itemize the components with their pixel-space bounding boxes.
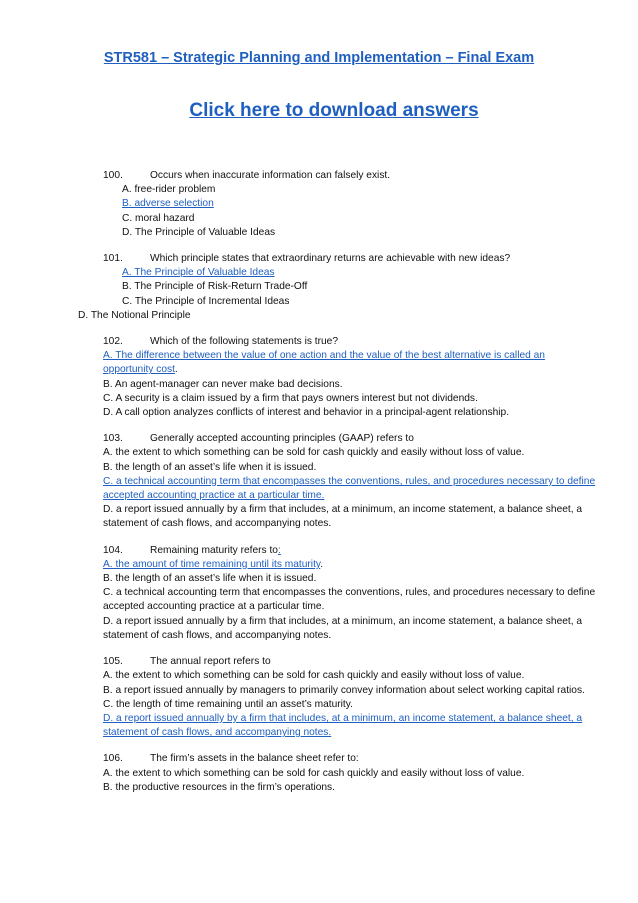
question-101 xyxy=(0,252,638,323)
question-105 xyxy=(0,655,638,740)
option-a: A. the extent to which something can be sold for cash quickly and easily without loss of value. xyxy=(103,447,525,459)
correct-answer-link[interactable]: D. a report issued annually by a firm that includes, at a minimum, an income statement, a balance sheet, a statement of cash flows, and accompanying notes. xyxy=(103,712,583,739)
option-d: D. The Principle of Valuable Ideas xyxy=(122,226,276,238)
option-b: B. a report issued annually by managers to primarily convey information about select working capital ratios. xyxy=(103,684,585,696)
option-c: C. The Principle of Incremental Ideas xyxy=(122,295,290,307)
option-a: A. free-rider problem xyxy=(122,184,216,196)
option-c: C. moral hazard xyxy=(122,212,195,224)
download-heading xyxy=(0,100,638,122)
question-102 xyxy=(0,335,638,420)
question-number: 106. xyxy=(103,753,123,765)
option-d: D. a report issued annually by a firm that includes, at a minimum, an income statement, a balance sheet, a statement of cash flows, and accompanying notes. xyxy=(103,504,583,530)
title-link[interactable]: STR581 – Strategic Planning and Implementation – Final Exam xyxy=(103,50,535,66)
question-104 xyxy=(0,544,638,643)
question-text: The annual report refers to xyxy=(150,656,271,668)
option-b: B. the productive resources in the firm’s operations. xyxy=(103,781,335,793)
question-103 xyxy=(0,432,638,531)
document-title xyxy=(0,50,638,66)
option-b: B. The Principle of Risk-Return Trade-Off xyxy=(122,281,308,293)
option-a xyxy=(122,266,638,280)
option-c xyxy=(103,475,598,503)
option-b xyxy=(122,197,638,211)
correct-answer-link[interactable]: B. adverse selection xyxy=(122,198,214,210)
question-header xyxy=(103,655,638,669)
correct-answer-link[interactable]: A. The Principle of Valuable Ideas xyxy=(122,267,275,279)
option-b: B. the length of an asset’s life when it is issued. xyxy=(103,573,317,585)
question-text: Generally accepted accounting principles (GAAP) refers to xyxy=(150,433,414,445)
question-number: 103. xyxy=(103,433,123,445)
question-text: Occurs when inaccurate information can falsely exist. xyxy=(150,170,391,181)
question-100 xyxy=(0,169,638,240)
question-number: 100. xyxy=(103,170,123,181)
option-c: C. the length of time remaining until an asset’s maturity. xyxy=(103,698,353,710)
question-number: 105. xyxy=(103,656,123,668)
question-text: The firm’s assets in the balance sheet refer to: xyxy=(150,753,359,765)
question-number: 101. xyxy=(103,253,123,265)
question-header xyxy=(103,335,638,349)
option-b: B. the length of an asset’s life when it is issued. xyxy=(103,461,317,473)
question-text: Which of the following statements is true? xyxy=(150,336,338,348)
option-d: D. The Notional Principle xyxy=(78,309,191,321)
question-106 xyxy=(0,752,638,795)
question-text: Remaining maturity refers to xyxy=(150,544,278,556)
option-a: A. The difference between the value of one action and the value of the best alternative is called an opportunity cost. xyxy=(103,350,545,376)
question-header: 104. Remaining maturity refers to: xyxy=(103,544,638,558)
option-c: C. A security is a claim issued by a firm that pays owners interest but not dividends. xyxy=(103,392,478,404)
question-header xyxy=(103,252,638,266)
question-header xyxy=(103,432,638,446)
option-b: B. An agent-manager can never make bad decisions. xyxy=(103,378,343,390)
option-c: C. a technical accounting term that encompasses the conventions, rules, and procedures necessary to define accepted accounting practice at a particular time. xyxy=(103,587,596,613)
option-d xyxy=(103,712,598,740)
download-answers-link[interactable]: Click here to download answers xyxy=(189,100,479,121)
correct-answer-link[interactable]: A. The difference between the value of one action and the value of the best alternative is called an opportunity cost xyxy=(103,350,545,376)
question-header xyxy=(103,752,638,766)
correct-answer-link[interactable]: A. the amount of time remaining until its maturity xyxy=(103,558,321,570)
question-text: Which principle states that extraordinary returns are achievable with new ideas? xyxy=(150,253,511,265)
option-a: A. the amount of time remaining until its maturity. xyxy=(103,558,324,570)
question-header xyxy=(103,169,638,183)
option-a: A. the extent to which something can be sold for cash quickly and easily without loss of value. xyxy=(103,767,525,779)
question-list xyxy=(0,169,638,807)
correct-answer-link[interactable]: C. a technical accounting term that encompasses the conventions, rules, and procedures necessary to define accepted accounting practice at a particular time. xyxy=(103,475,596,502)
option-d: D. A call option analyzes conflicts of interest and behavior in a principal-agent relationship. xyxy=(103,407,510,419)
question-number: 102. xyxy=(103,336,123,348)
option-d: D. a report issued annually by a firm that includes, at a minimum, an income statement, a balance sheet, a statement of cash flows, and accompanying notes. xyxy=(103,615,583,641)
question-number: 104. xyxy=(103,544,123,556)
option-a: A. the extent to which something can be sold for cash quickly and easily without loss of value. xyxy=(103,670,525,682)
